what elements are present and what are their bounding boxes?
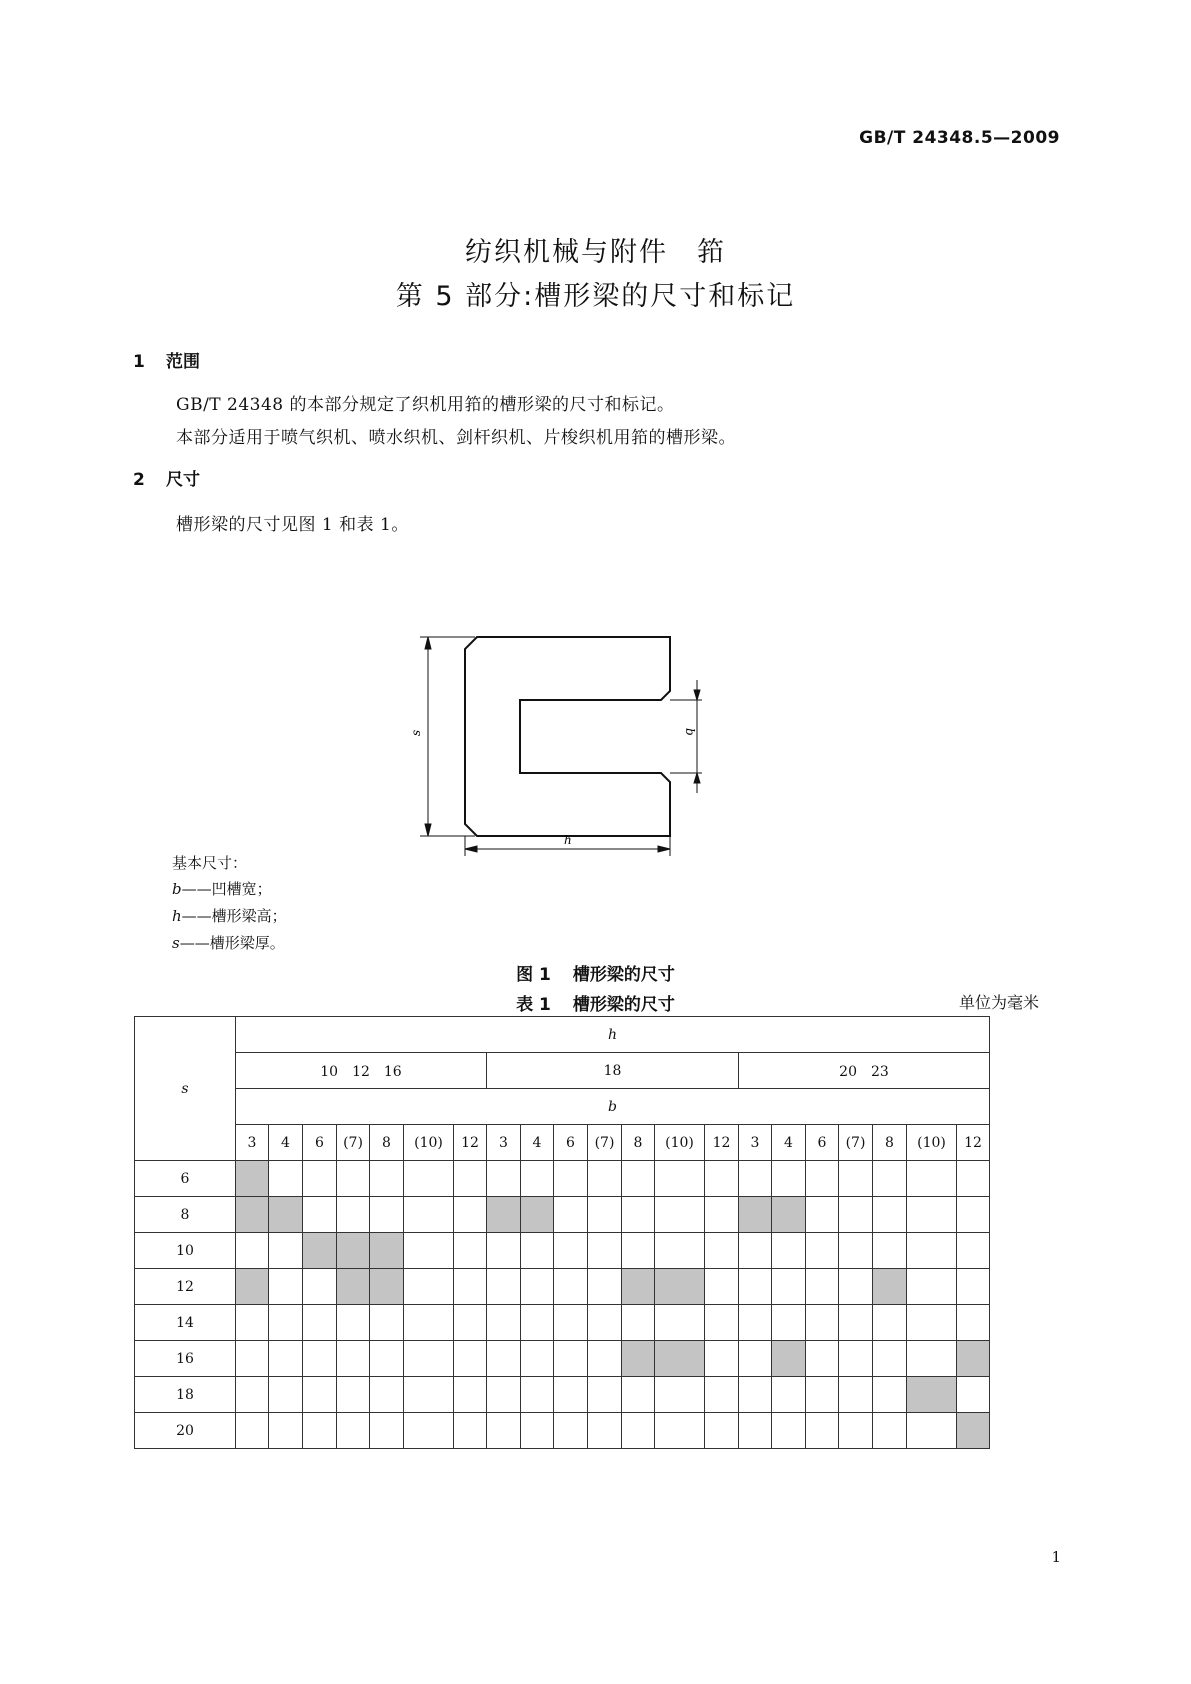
table-cell	[655, 1305, 705, 1341]
table-cell	[487, 1341, 521, 1377]
table-cell	[655, 1377, 705, 1413]
b-arrow-bottom	[694, 773, 700, 783]
b-value-header: 3	[487, 1125, 521, 1161]
section-heading-scope	[133, 347, 200, 372]
applicable-cell	[622, 1341, 655, 1377]
table-row	[135, 1269, 990, 1305]
table-cell	[806, 1161, 839, 1197]
table-cell	[303, 1269, 337, 1305]
b-value-header: 8	[873, 1125, 907, 1161]
table-cell	[454, 1233, 487, 1269]
table-row	[135, 1413, 990, 1449]
table-cell	[806, 1377, 839, 1413]
table-cell	[404, 1377, 454, 1413]
table-cell	[269, 1233, 303, 1269]
s-value-cell: 12	[135, 1269, 236, 1305]
table-cell	[705, 1305, 739, 1341]
figure-number: 图 1	[516, 965, 551, 985]
table-cell	[588, 1161, 622, 1197]
table-cell	[521, 1413, 554, 1449]
table-cell	[337, 1197, 370, 1233]
table-cell	[806, 1413, 839, 1449]
table-cell	[454, 1197, 487, 1233]
table-cell	[521, 1305, 554, 1341]
table-cell	[839, 1305, 873, 1341]
table-cell	[957, 1305, 990, 1341]
table-cell	[772, 1413, 806, 1449]
table-cell	[907, 1413, 957, 1449]
table-cell	[554, 1233, 588, 1269]
table-cell	[705, 1233, 739, 1269]
table-cell	[303, 1161, 337, 1197]
table-cell	[404, 1197, 454, 1233]
table-cell	[873, 1377, 907, 1413]
legend-item-h	[172, 905, 287, 926]
table-row	[135, 1305, 990, 1341]
table-cell	[739, 1233, 772, 1269]
s-value-cell: 8	[135, 1197, 236, 1233]
applicable-cell	[370, 1233, 404, 1269]
h-label: h	[564, 833, 572, 847]
b-value-header: 4	[269, 1125, 303, 1161]
b-value-header: 12	[454, 1125, 487, 1161]
legend-symbol: b	[172, 880, 182, 898]
section-title: 范围	[166, 352, 200, 372]
figure-caption	[0, 960, 1191, 985]
table-cell	[907, 1305, 957, 1341]
section-title: 尺寸	[166, 470, 200, 490]
table-cell	[622, 1233, 655, 1269]
table-cell	[370, 1161, 404, 1197]
table-cell	[337, 1377, 370, 1413]
table-cell	[454, 1377, 487, 1413]
b-arrow-top	[694, 690, 700, 700]
applicable-cell	[236, 1269, 269, 1305]
table-cell	[487, 1413, 521, 1449]
table-cell	[873, 1161, 907, 1197]
page-number: 1	[1051, 1548, 1061, 1566]
legend-text: ——凹槽宽；	[181, 880, 272, 898]
table-cell	[554, 1161, 588, 1197]
table-cell	[739, 1341, 772, 1377]
b-value-header: 4	[521, 1125, 554, 1161]
table-cell	[236, 1233, 269, 1269]
b-value-header: (7)	[839, 1125, 873, 1161]
table-cell	[269, 1269, 303, 1305]
s-value-cell: 20	[135, 1413, 236, 1449]
table-cell	[655, 1161, 705, 1197]
b-value-header: 6	[806, 1125, 839, 1161]
table-caption-text: 槽形梁的尺寸	[572, 995, 675, 1015]
table-cell	[303, 1341, 337, 1377]
table-cell	[705, 1341, 739, 1377]
table-cell	[554, 1377, 588, 1413]
table-cell	[873, 1197, 907, 1233]
s-arrow-top	[425, 637, 431, 649]
table-cell	[839, 1341, 873, 1377]
unit-note: 单位为毫米	[958, 993, 1039, 1012]
section-heading-dimensions	[133, 465, 200, 490]
table-cell	[487, 1161, 521, 1197]
h-group-header: 10 12 16	[236, 1053, 487, 1089]
table-header-row-b-values	[135, 1125, 990, 1161]
table-cell	[907, 1161, 957, 1197]
table-cell	[370, 1413, 404, 1449]
table-cell	[521, 1377, 554, 1413]
s-value-cell: 10	[135, 1233, 236, 1269]
h-arrow-left	[465, 846, 477, 852]
applicable-cell	[521, 1197, 554, 1233]
figure-caption-text: 槽形梁的尺寸	[572, 965, 675, 985]
table-cell	[404, 1233, 454, 1269]
dimensions-paragraph: 槽形梁的尺寸见图 1 和表 1。	[176, 515, 409, 535]
legend-title: 基本尺寸：	[172, 854, 248, 872]
table-cell	[588, 1269, 622, 1305]
table-cell	[454, 1305, 487, 1341]
table-cell	[521, 1233, 554, 1269]
s-arrow-bottom	[425, 824, 431, 836]
s-value-cell: 6	[135, 1161, 236, 1197]
table-cell	[303, 1377, 337, 1413]
table-cell	[772, 1269, 806, 1305]
table-cell	[839, 1377, 873, 1413]
table-cell	[839, 1233, 873, 1269]
s-value-cell: 18	[135, 1377, 236, 1413]
b-value-header: (10)	[655, 1125, 705, 1161]
b-value-header: 12	[957, 1125, 990, 1161]
table-cell	[622, 1377, 655, 1413]
table-row	[135, 1233, 990, 1269]
document-title-line1: 纺织机械与附件 筘	[465, 237, 726, 268]
table-cell	[454, 1341, 487, 1377]
table-row	[135, 1377, 990, 1413]
table-cell	[705, 1269, 739, 1305]
legend-text: ——槽形梁高；	[181, 907, 287, 925]
table-cell	[487, 1305, 521, 1341]
table-cell	[337, 1305, 370, 1341]
applicable-cell	[772, 1341, 806, 1377]
b-value-header: 4	[772, 1125, 806, 1161]
table-cell	[839, 1197, 873, 1233]
b-value-header: 8	[370, 1125, 404, 1161]
table-cell	[873, 1413, 907, 1449]
table-cell	[303, 1305, 337, 1341]
h-arrow-right	[658, 846, 670, 852]
table-cell	[806, 1341, 839, 1377]
table-cell	[907, 1197, 957, 1233]
table-row	[135, 1161, 990, 1197]
table-cell	[873, 1305, 907, 1341]
table-cell	[957, 1161, 990, 1197]
table-cell	[269, 1161, 303, 1197]
h-header: h	[236, 1017, 990, 1053]
table-cell	[487, 1269, 521, 1305]
applicable-cell	[487, 1197, 521, 1233]
table-header-row-h-groups	[135, 1053, 990, 1089]
table-cell	[404, 1269, 454, 1305]
table-cell	[454, 1413, 487, 1449]
b-value-header: 3	[236, 1125, 269, 1161]
table-cell	[873, 1341, 907, 1377]
s-column-header: s	[135, 1017, 236, 1161]
applicable-cell	[772, 1197, 806, 1233]
b-value-header: (7)	[588, 1125, 622, 1161]
section-number: 2	[133, 470, 145, 490]
applicable-cell	[236, 1161, 269, 1197]
table-cell	[521, 1269, 554, 1305]
table-cell	[705, 1413, 739, 1449]
applicable-cell	[370, 1269, 404, 1305]
applicable-cell	[655, 1269, 705, 1305]
applicable-cell	[269, 1197, 303, 1233]
table-cell	[772, 1233, 806, 1269]
table-cell	[370, 1341, 404, 1377]
table-cell	[622, 1413, 655, 1449]
applicable-cell	[957, 1413, 990, 1449]
applicable-cell	[622, 1269, 655, 1305]
table-cell	[269, 1377, 303, 1413]
standard-number: GB/T 24348.5—2009	[859, 128, 1060, 148]
table-cell	[655, 1197, 705, 1233]
table-cell	[554, 1341, 588, 1377]
table-number: 表 1	[516, 995, 551, 1015]
legend-item-s	[172, 932, 285, 953]
table-cell	[772, 1305, 806, 1341]
table-cell	[806, 1269, 839, 1305]
table-cell	[588, 1413, 622, 1449]
table-cell	[404, 1161, 454, 1197]
table-cell	[739, 1161, 772, 1197]
b-value-header: (10)	[907, 1125, 957, 1161]
legend-text: ——槽形梁厚。	[179, 934, 285, 952]
table-cell	[404, 1341, 454, 1377]
scope-paragraph-2: 本部分适用于喷气织机、喷水织机、剑杆织机、片梭织机用筘的槽形梁。	[176, 428, 736, 448]
table-cell	[554, 1305, 588, 1341]
table-cell	[269, 1413, 303, 1449]
table-cell	[370, 1197, 404, 1233]
table-cell	[487, 1233, 521, 1269]
table-cell	[521, 1341, 554, 1377]
b-value-header: (10)	[404, 1125, 454, 1161]
table-cell	[588, 1305, 622, 1341]
s-value-cell: 16	[135, 1341, 236, 1377]
table-cell	[236, 1341, 269, 1377]
table-cell	[772, 1161, 806, 1197]
table-cell	[588, 1341, 622, 1377]
applicable-cell	[957, 1341, 990, 1377]
table-cell	[404, 1305, 454, 1341]
section-number: 1	[133, 352, 145, 372]
table-cell	[907, 1341, 957, 1377]
table-cell	[957, 1197, 990, 1233]
table-cell	[739, 1305, 772, 1341]
table-cell	[487, 1377, 521, 1413]
legend-symbol: s	[172, 934, 180, 952]
dimension-table	[134, 1016, 990, 1449]
table-cell	[806, 1305, 839, 1341]
scope-paragraph-1: GB/T 24348 的本部分规定了织机用筘的槽形梁的尺寸和标记。	[176, 395, 675, 415]
s-label: s	[409, 729, 423, 736]
h-group-header: 20 23	[739, 1053, 990, 1089]
table-cell	[705, 1197, 739, 1233]
applicable-cell	[303, 1233, 337, 1269]
table-cell	[588, 1197, 622, 1233]
applicable-cell	[873, 1269, 907, 1305]
table-cell	[957, 1233, 990, 1269]
b-value-header: 6	[303, 1125, 337, 1161]
table-cell	[269, 1305, 303, 1341]
table-header-row-h	[135, 1017, 990, 1053]
table-cell	[739, 1269, 772, 1305]
document-title-line2: 第 5 部分:槽形梁的尺寸和标记	[395, 281, 796, 312]
applicable-cell	[907, 1377, 957, 1413]
table-cell	[521, 1161, 554, 1197]
channel-beam-drawing	[409, 620, 740, 860]
applicable-cell	[655, 1341, 705, 1377]
table-cell	[873, 1233, 907, 1269]
table-cell	[303, 1197, 337, 1233]
table-cell	[588, 1233, 622, 1269]
applicable-cell	[739, 1197, 772, 1233]
table-cell	[839, 1161, 873, 1197]
table-row	[135, 1341, 990, 1377]
table-cell	[655, 1233, 705, 1269]
table-cell	[655, 1413, 705, 1449]
table-cell	[454, 1269, 487, 1305]
table-cell	[337, 1413, 370, 1449]
table-cell	[236, 1377, 269, 1413]
table-cell	[622, 1305, 655, 1341]
table-cell	[907, 1269, 957, 1305]
table-cell	[705, 1377, 739, 1413]
b-value-header: (7)	[337, 1125, 370, 1161]
b-header: b	[236, 1089, 990, 1125]
table-cell	[337, 1341, 370, 1377]
table-cell	[554, 1197, 588, 1233]
table-cell	[739, 1377, 772, 1413]
table-cell	[839, 1269, 873, 1305]
table-cell	[705, 1161, 739, 1197]
applicable-cell	[337, 1269, 370, 1305]
s-value-cell: 14	[135, 1305, 236, 1341]
table-cell	[622, 1161, 655, 1197]
table-cell	[236, 1413, 269, 1449]
table-cell	[957, 1269, 990, 1305]
applicable-cell	[236, 1197, 269, 1233]
table-cell	[907, 1233, 957, 1269]
b-value-header: 12	[705, 1125, 739, 1161]
table-cell	[554, 1413, 588, 1449]
table-header-row-b	[135, 1089, 990, 1125]
table-cell	[269, 1341, 303, 1377]
b-value-header: 8	[622, 1125, 655, 1161]
table-row	[135, 1197, 990, 1233]
table-cell	[588, 1377, 622, 1413]
table-cell	[337, 1161, 370, 1197]
channel-beam-outline	[465, 637, 670, 836]
h-group-header: 18	[487, 1053, 739, 1089]
table-cell	[957, 1377, 990, 1413]
applicable-cell	[337, 1233, 370, 1269]
legend-symbol: h	[172, 907, 182, 925]
table-cell	[370, 1305, 404, 1341]
table-cell	[739, 1413, 772, 1449]
table-cell	[772, 1377, 806, 1413]
table-cell	[404, 1413, 454, 1449]
b-value-header: 3	[739, 1125, 772, 1161]
legend-item-b	[172, 878, 272, 899]
table-cell	[454, 1161, 487, 1197]
table-cell	[370, 1377, 404, 1413]
table-cell	[303, 1413, 337, 1449]
table-cell	[622, 1197, 655, 1233]
table-cell	[839, 1413, 873, 1449]
b-value-header: 6	[554, 1125, 588, 1161]
table-cell	[236, 1305, 269, 1341]
table-cell	[806, 1233, 839, 1269]
table-cell	[554, 1269, 588, 1305]
b-label: b	[683, 728, 697, 736]
table-cell	[806, 1197, 839, 1233]
